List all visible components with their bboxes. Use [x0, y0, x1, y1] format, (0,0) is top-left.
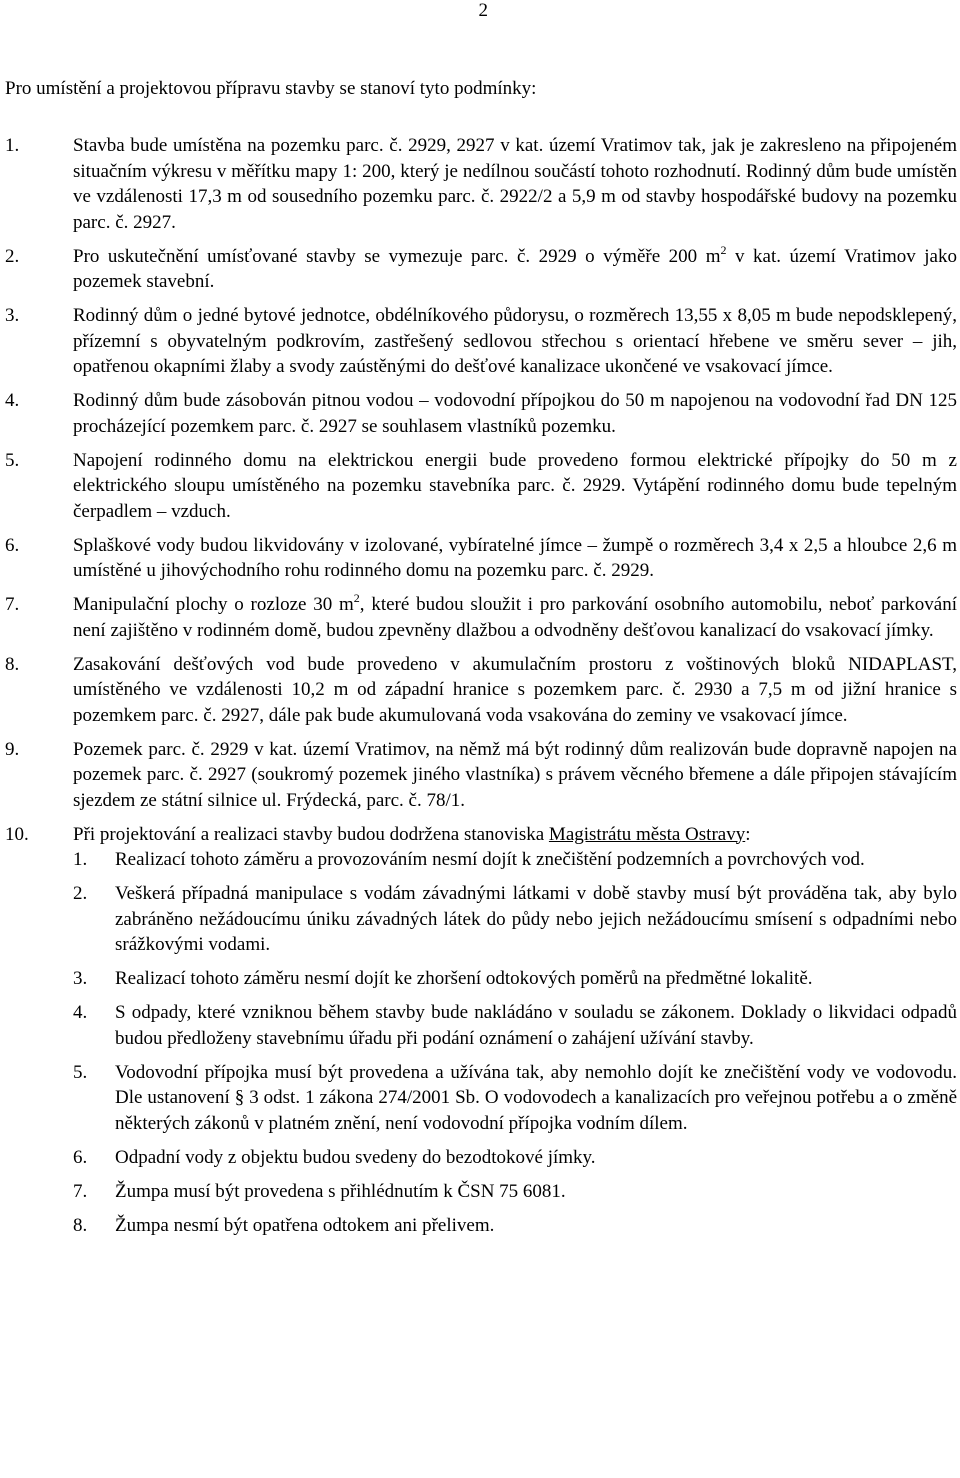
condition-text: Splaškové vody budou likvidovány v izolované, vybíratelné jímce – žumpě o rozměrech 3,4 x 2,5 a hloubce 2,6 m umístěné u jihovýchodního rohu rodinného domu na pozemku parc. č. 2929. — [73, 534, 957, 581]
condition-text: Rodinný dům bude zásobován pitnou vodou – vodovodní přípojkou do 50 m napojenou na vodovodní řad DN 125 procházející pozemkem parc. č. 2927 se souhlasem vlastníků pozemku. — [73, 390, 957, 437]
condition-item — [5, 737, 957, 814]
sub-condition-number: 8. — [73, 1214, 88, 1236]
condition-item — [5, 133, 957, 235]
condition-item — [5, 652, 957, 729]
condition-number: 10. — [5, 823, 29, 845]
condition-text: Rodinný dům o jedné bytové jednotce, obdélníkového půdorysu, o rozměrech 13,55 x 8,05 m bude nepodsklepený, přízemní s obyvatelným podkrovím, zastřešený sedlovou střechou s orientací hřebene ve směru sever – jih, opatřenou okapními žlaby a svody zaústěnými do dešťové kanalizace ukončené ve vsakovací jímce. — [73, 305, 957, 377]
condition-text: Napojení rodinného domu na elektrickou energii bude provedeno formou elektrické přípojky do 50 m z elektrického sloupu umístěného na pozemku stavebníka parc. č. 2929. Vytápění rodinného domu bude tepelným čerpadlem – vzduch. — [73, 449, 957, 522]
condition-number: 6. — [5, 534, 20, 556]
condition-item — [5, 448, 957, 525]
page-number: 2 — [478, 0, 488, 21]
sub-condition-item — [73, 1145, 957, 1171]
sub-condition-number: 2. — [73, 883, 88, 904]
condition-item — [5, 533, 957, 584]
sub-conditions-list — [73, 847, 957, 1238]
sub-condition-number: 1. — [73, 849, 88, 870]
condition-item — [5, 592, 957, 643]
condition-number: 8. — [5, 653, 20, 675]
condition-text — [73, 592, 957, 643]
sub-condition-number: 7. — [73, 1180, 88, 1202]
sub-condition-text: Žumpa nesmí být opatřena odtokem ani přelivem. — [115, 1214, 495, 1236]
sub-condition-text: Odpadní vody z objektu budou svedeny do bezodtokové jímky. — [115, 1146, 596, 1168]
condition-number: 4. — [5, 390, 20, 411]
sub-condition-text: Vodovodní přípojka musí být provedena a užívána tak, aby nemohlo dojít ke znečištění vody ve vodovodu. Dle ustanovení § 3 odst. 1 zákona 274/2001 Sb. O vodovodech a kanalizacích pro veřejnou potřebu a o změně některých zákonů v platném znění, není vodovodní přípojka vodním dílem. — [115, 1061, 957, 1134]
condition-number: 1. — [5, 135, 20, 156]
condition-number: 9. — [5, 738, 20, 760]
condition-item — [5, 388, 957, 439]
condition-text: Zasakování dešťových vod bude provedeno v akumulačním prostoru z voštinových bloků NIDAPLAST, umístěného ve vzdálenosti 10,2 m od západní hranice s pozemkem parc. č. 2930 a 7,5 m od jižní hranice s pozemkem parc. č. 2927, dále pak bude akumulovaná voda vsakována do zeminy ve vsakovací jímce. — [73, 653, 957, 726]
condition-text — [73, 244, 957, 295]
sub-condition-number: 3. — [73, 968, 88, 989]
sub-condition-text: Realizací tohoto záměru a provozováním nesmí dojít k znečištění podzemních a povrchových vod. — [115, 849, 865, 870]
sub-condition-item — [73, 1179, 957, 1205]
condition-number: 7. — [5, 594, 20, 615]
condition-text-part: v kat. území Vratimov jako pozemek stavební. — [73, 245, 957, 292]
condition-text — [73, 822, 957, 1247]
sub-condition-item — [73, 847, 957, 873]
superscript: 2 — [353, 591, 360, 605]
intro-paragraph: Pro umístění a projektovou přípravu stavby se stanoví tyto podmínky: — [5, 78, 537, 99]
sub-condition-text: Veškerá případná manipulace s vodám závadnými látkami v době stavby musí být prováděna tak, aby bylo zabráněno nežádoucímu úniku závadných látek do půdy nebo jejich nežádoucímu smísení s odpadními nebo srážkovými vodami. — [115, 883, 957, 955]
condition-text: Pozemek parc. č. 2929 v kat. území Vratimov, na němž má být rodinný dům realizován bude dopravně napojen na pozemek parc. č. 2927 (soukromý pozemek jiného vlastníka) s právem věcného břemene a dále připojen stávajícím sjezdem ze státní silnice ul. Frýdecká, parc. č. 78/1. — [73, 738, 957, 811]
condition-number: 2. — [5, 245, 20, 267]
condition-text-part: Manipulační plochy o rozloze 30 m — [73, 594, 354, 615]
condition-text: Stavba bude umístěna na pozemku parc. č. 2929, 2927 v kat. území Vratimov tak, jak je zakresleno na připojeném situačním výkresu v měřítku mapy 1: 200, který je nedílnou součástí tohoto rozhodnutí. Rodinný dům bude umístěn ve vzdálenosti 17,3 m od sousedního pozemku parc. č. 2922/2 a 5,9 m od stavby hospodářské budovy na pozemku parc. č. 2927. — [73, 135, 957, 233]
condition-item — [5, 303, 957, 380]
condition-number: 3. — [5, 305, 20, 326]
sub-condition-item — [73, 1213, 957, 1239]
condition-text-part: Pro uskutečnění umísťované stavby se vymezuje parc. č. 2929 o výměře 200 m — [73, 245, 721, 267]
sub-condition-item — [73, 881, 957, 958]
sub-condition-item — [73, 966, 957, 992]
condition-item — [5, 822, 957, 1247]
condition-item — [5, 244, 957, 295]
condition-text-part: : — [745, 823, 751, 845]
sub-condition-item — [73, 1060, 957, 1137]
sub-condition-text: Žumpa musí být provedena s přihlédnutím k ČSN 75 6081. — [115, 1180, 566, 1202]
sub-condition-text: S odpady, které vzniknou během stavby bude nakládáno v souladu se zákonem. Doklady o likvidaci odpadů budou předloženy stavebnímu úřadu při podání oznámení o zahájení užívání stavby. — [115, 1002, 957, 1049]
condition-text-part: Při projektování a realizaci stavby budou dodržena stanoviska — [73, 823, 549, 845]
condition-number: 5. — [5, 449, 20, 471]
sub-condition-number: 5. — [73, 1061, 88, 1083]
superscript: 2 — [720, 242, 727, 257]
condition-text-part: , které budou sloužit i pro parkování osobního automobilu, neboť parkování není zajištěno v rodinném domě, budou zpevněny dlažbou a odvodněny dešťovou kanalizací do vsakovací jímky. — [73, 594, 957, 641]
sub-condition-item — [73, 1000, 957, 1051]
sub-condition-number: 6. — [73, 1146, 88, 1168]
sub-condition-number: 4. — [73, 1002, 88, 1023]
authority-name: Magistrátu města Ostravy — [548, 823, 746, 845]
conditions-list — [5, 133, 957, 1255]
condition-heading — [73, 822, 957, 848]
sub-condition-text: Realizací tohoto záměru nesmí dojít ke zhoršení odtokových poměrů na předmětné lokalitě. — [115, 968, 813, 989]
